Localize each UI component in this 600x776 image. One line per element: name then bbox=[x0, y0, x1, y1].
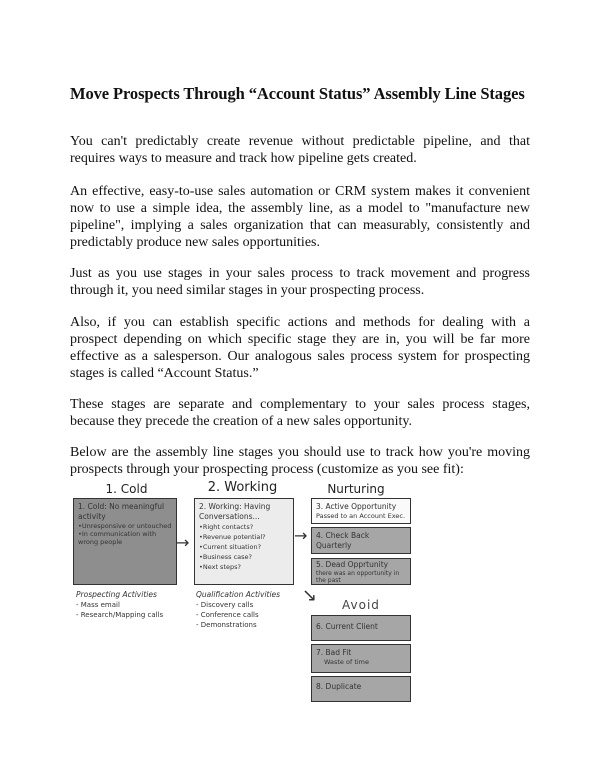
avoid-box-duplicate bbox=[311, 676, 411, 702]
working-stage-box bbox=[194, 498, 294, 585]
paragraph-6: Below are the assembly line stages you should use to track how you're moving prospects through your prospecting process (customize as you see fit): bbox=[70, 445, 530, 477]
box-title: 8. Duplicate bbox=[316, 682, 362, 691]
nurturing-box-active-opportunity bbox=[311, 498, 411, 524]
activity-item: - Discovery calls bbox=[196, 601, 254, 609]
box-subtitle: there was an opportunity in the past bbox=[316, 570, 400, 584]
working-bullet: • Revenue potential? bbox=[199, 532, 289, 542]
activity-item: - Mass email bbox=[76, 601, 120, 609]
working-bullet: • Business case? bbox=[199, 552, 289, 562]
prospecting-activities bbox=[76, 590, 163, 620]
cold-stage-title: 1. Cold: No meaningful activity bbox=[78, 502, 165, 521]
working-stage-bullets bbox=[199, 522, 289, 572]
paragraph-5: These stages are separate and complementary to your sales process stages, because they precede the creation of a new sales opportunity. bbox=[70, 397, 530, 429]
avoid-box-current-client bbox=[311, 615, 411, 641]
paragraph-2: An effective, easy-to-use sales automation or CRM system makes it convenient now to use a simple idea, the assembly line, as a model to "manufacture new pipeline", implying a sales organization that can measurably, consistently and predictably produce new sales opportunities. bbox=[70, 184, 530, 250]
cold-bullet: • In communication with wrong people bbox=[78, 530, 172, 546]
box-subtitle: Waste of time bbox=[324, 658, 370, 666]
paragraph-3: Just as you use stages in your sales process to track movement and progress through it, you need similar stages in your prospecting process. bbox=[70, 266, 530, 298]
page-title: Move Prospects Through “Account Status” Assembly Line Stages bbox=[70, 84, 525, 103]
prospecting-activities-heading: Prospecting Activities bbox=[76, 590, 157, 599]
paragraph-4: Also, if you can establish specific actions and methods for dealing with a prospect depending on which specific stage they are in, you will be far more effective as a salesperson. Our analogous sales process system for prospecting stages is called “Account Status.” bbox=[70, 315, 530, 381]
box-subtitle: Passed to an Account Exec. bbox=[316, 512, 406, 520]
working-bullet: • Next steps? bbox=[199, 562, 289, 572]
column-heading-nurturing: Nurturing bbox=[327, 482, 385, 496]
column-heading-working: 2. Working bbox=[207, 480, 278, 495]
cold-stage-bullets bbox=[78, 522, 172, 546]
account-status-diagram bbox=[70, 480, 430, 710]
arrow-right-icon: → bbox=[294, 526, 308, 545]
box-title: 3. Active Opportunity bbox=[316, 502, 397, 511]
nurturing-box-check-back-quarterly bbox=[311, 527, 411, 554]
working-stage-title: 2. Working: Having Conversations... bbox=[199, 502, 271, 521]
cold-bullet: • Unresponsive or untouched bbox=[78, 522, 172, 530]
nurturing-box-dead-opportunity bbox=[311, 558, 411, 585]
column-heading-cold: 1. Cold bbox=[105, 482, 148, 496]
qualification-activities-heading: Qualification Activities bbox=[196, 590, 281, 599]
box-title: 4. Check Back Quarterly bbox=[316, 531, 370, 550]
box-title: 7. Bad Fit bbox=[316, 648, 352, 657]
box-title: 6. Current Client bbox=[316, 622, 378, 631]
arrow-diagonal-icon: ↘ bbox=[302, 585, 318, 606]
avoid-box-bad-fit bbox=[311, 644, 411, 673]
paragraph-1: You can't predictably create revenue without predictable pipeline, and that requires ways to measure and track how pipeline gets created. bbox=[70, 134, 530, 166]
working-bullet: • Current situation? bbox=[199, 542, 289, 552]
qualification-activities bbox=[196, 590, 280, 630]
working-bullet: • Right contacts? bbox=[199, 522, 289, 532]
box-title: 5. Dead Opprtunity bbox=[316, 560, 389, 569]
activity-item: - Conference calls bbox=[196, 611, 259, 619]
activity-item: - Demonstrations bbox=[196, 621, 257, 629]
column-heading-avoid: Avoid bbox=[342, 598, 380, 612]
activity-item: - Research/Mapping calls bbox=[76, 611, 164, 619]
cold-stage-box bbox=[73, 498, 177, 585]
arrow-right-icon: → bbox=[176, 533, 190, 552]
